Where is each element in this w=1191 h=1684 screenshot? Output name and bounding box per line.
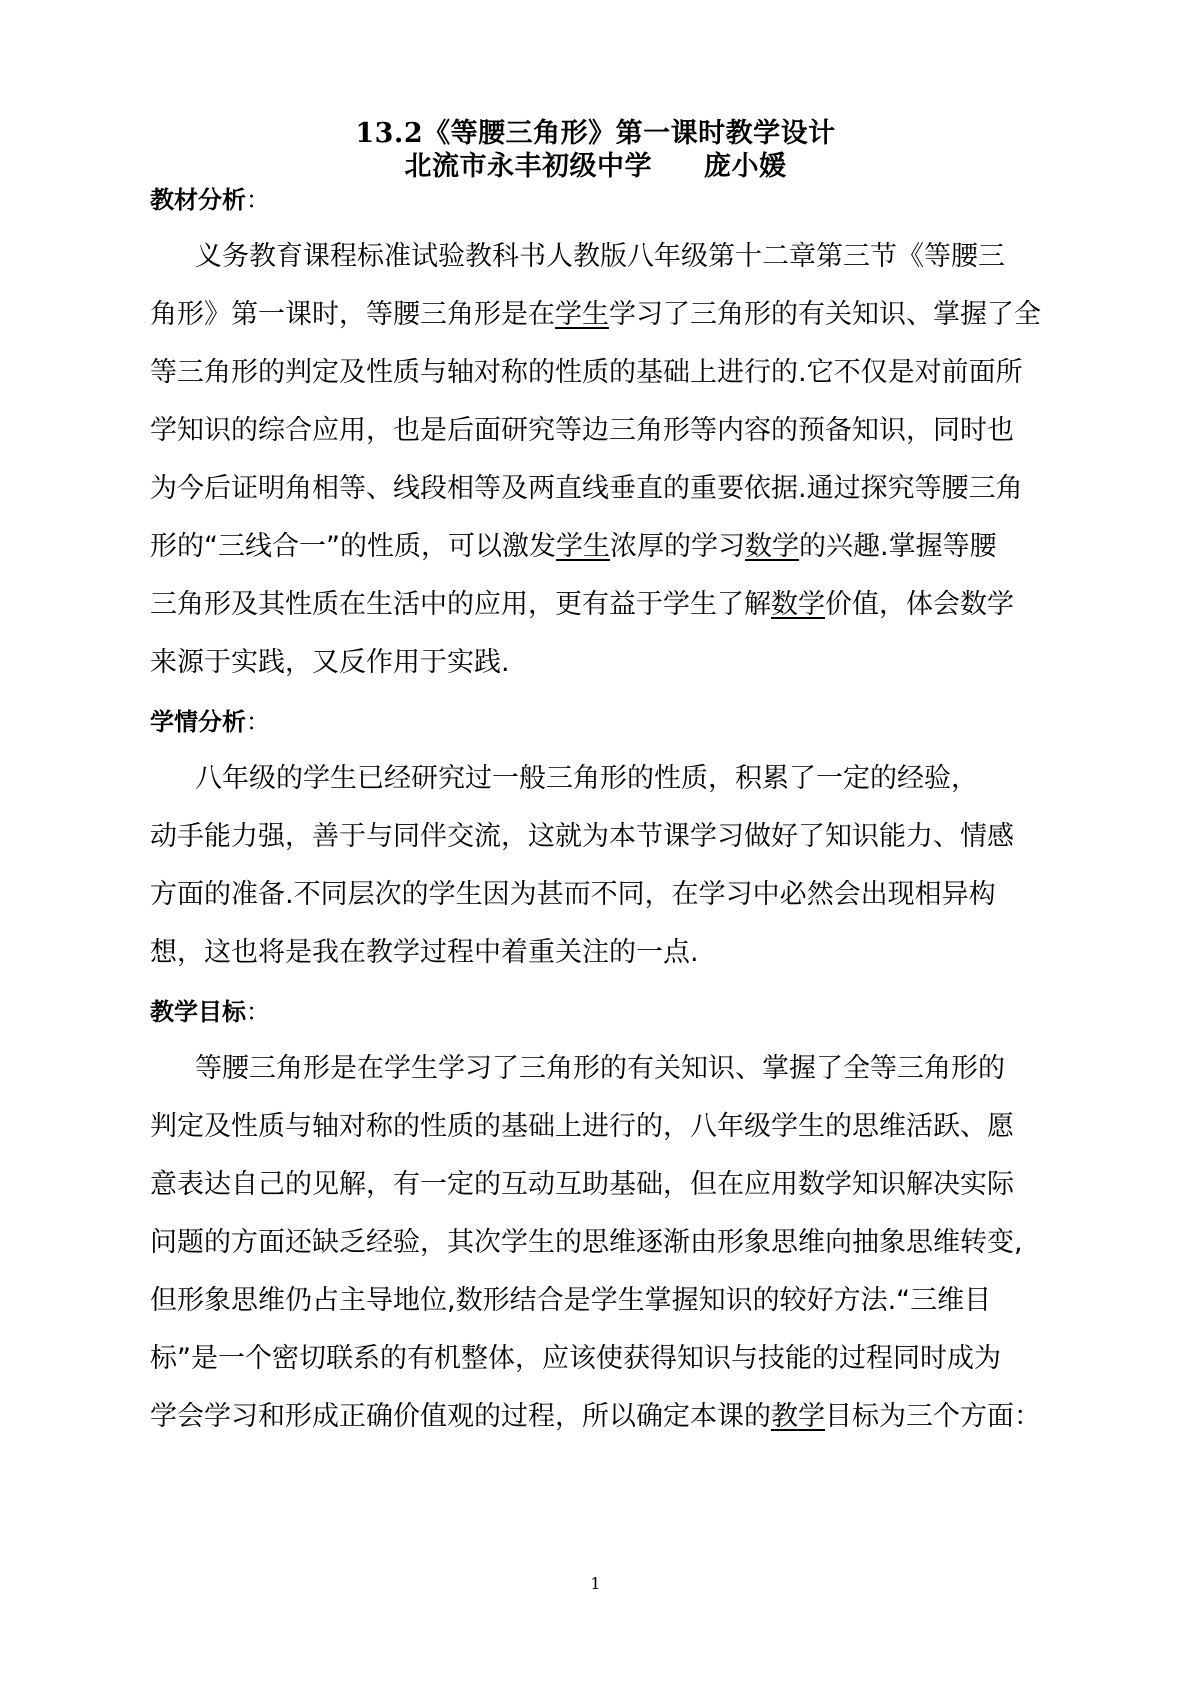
- section-heading-text: 学情分析: [150, 708, 246, 736]
- text-run: 方面的准备.不同层次的学生因为甚而不同，在学习中必然会出现相异构: [150, 879, 996, 910]
- paragraph-line: [150, 878, 996, 912]
- paragraph-line: [150, 1168, 1014, 1202]
- paragraph-line: [150, 1110, 1014, 1144]
- heading-colon: ：: [246, 998, 270, 1026]
- paragraph-line: [150, 1226, 1023, 1260]
- text-run: 但形象思维仍占主导地位,数形结合是学生掌握知识的较好方法.“三维目: [150, 1285, 992, 1316]
- text-run: 价值，体会数学: [825, 589, 1014, 620]
- paragraph-line: [150, 414, 1014, 448]
- school-name: 北流市永丰初级中学: [404, 151, 652, 182]
- section-heading: [150, 184, 270, 216]
- paragraph-line: [150, 1342, 1001, 1376]
- document-title: 13.2《等腰三角形》第一课时教学设计: [355, 118, 836, 149]
- paragraph-line: [150, 530, 997, 564]
- text-run: 的兴趣.掌握等腰: [798, 531, 997, 562]
- paragraph-line: [150, 1284, 991, 1318]
- paragraph-line: [150, 356, 1023, 390]
- text-run: 学会学习和形成正确价值观的过程，所以确定本课的: [150, 1401, 771, 1432]
- text-run: 形的“三线合一”的性质，可以激发: [150, 531, 556, 562]
- page-number: 1: [590, 1574, 601, 1593]
- heading-colon: ：: [246, 708, 270, 736]
- paragraph-line: [150, 472, 1023, 506]
- paragraph-line: [150, 646, 510, 680]
- paragraph-line: [150, 820, 1014, 854]
- text-run: 为今后证明角相等、线段相等及两直线垂直的重要依据.通过探究等腰三角: [150, 473, 1023, 504]
- paragraph-line: [195, 762, 978, 796]
- text-run: 问题的方面还缺乏经验，其次学生的思维逐渐由形象思维向抽象思维转变,: [150, 1227, 1023, 1258]
- text-run: 等腰三角形是在学生学习了三角形的有关知识、掌握了全等三角形的: [195, 1053, 1005, 1084]
- text-run: 学知识的综合应用，也是后面研究等边三角形等内容的预备知识，同时也: [150, 415, 1014, 446]
- text-run: 来源于实践，又反作用于实践.: [150, 647, 510, 678]
- text-run: 动手能力强，善于与同伴交流，这就为本节课学习做好了知识能力、情感: [150, 821, 1014, 852]
- paragraph-line: [150, 1400, 1041, 1434]
- text-run: 想，这也将是我在教学过程中着重关注的一点.: [150, 937, 699, 968]
- paragraph-line: [195, 240, 1005, 274]
- text-run: 八年级的学生已经研究过一般三角形的性质，积累了一定的经验，: [195, 763, 978, 794]
- text-run: 标”是一个密切联系的有机整体，应该使获得知识与技能的过程同时成为: [150, 1343, 1001, 1374]
- paragraph-line: [150, 298, 1041, 332]
- underlined-term: 数学: [771, 589, 825, 620]
- underlined-term: 教学: [771, 1401, 825, 1432]
- paragraph-line: [150, 588, 1014, 622]
- text-run: 学习了三角形的有关知识、掌握了全: [609, 299, 1041, 330]
- heading-colon: ：: [246, 186, 270, 214]
- underlined-term: 学生: [555, 299, 609, 330]
- text-run: 意表达自己的见解，有一定的互动互助基础，但在应用数学知识解决实际: [150, 1169, 1014, 1200]
- text-run: 判定及性质与轴对称的性质的基础上进行的，八年级学生的思维活跃、愿: [150, 1111, 1014, 1142]
- author-line: [0, 150, 1191, 184]
- paragraph-line: [195, 1052, 1005, 1086]
- section-heading-text: 教学目标: [150, 998, 246, 1026]
- underlined-term: 学生: [555, 531, 610, 562]
- paragraph-line: [150, 936, 699, 970]
- text-run: 目标为三个方面：: [825, 1401, 1041, 1432]
- text-run: 角形》第一课时，等腰三角形是在: [150, 299, 555, 330]
- text-run: 义务教育课程标准试验教科书人教版八年级第十二章第三节《等腰三: [195, 241, 1005, 272]
- section-heading-text: 教材分析: [150, 186, 246, 214]
- author-name: 庞小媛: [704, 151, 787, 182]
- text-run: 浓厚的学习: [609, 531, 745, 562]
- section-heading: [150, 706, 270, 738]
- underlined-term: 数学: [744, 531, 799, 562]
- text-run: 三角形及其性质在生活中的应用，更有益于学生了解: [150, 589, 771, 620]
- section-heading: [150, 996, 270, 1028]
- text-run: 等三角形的判定及性质与轴对称的性质的基础上进行的.它不仅是对前面所: [150, 357, 1023, 388]
